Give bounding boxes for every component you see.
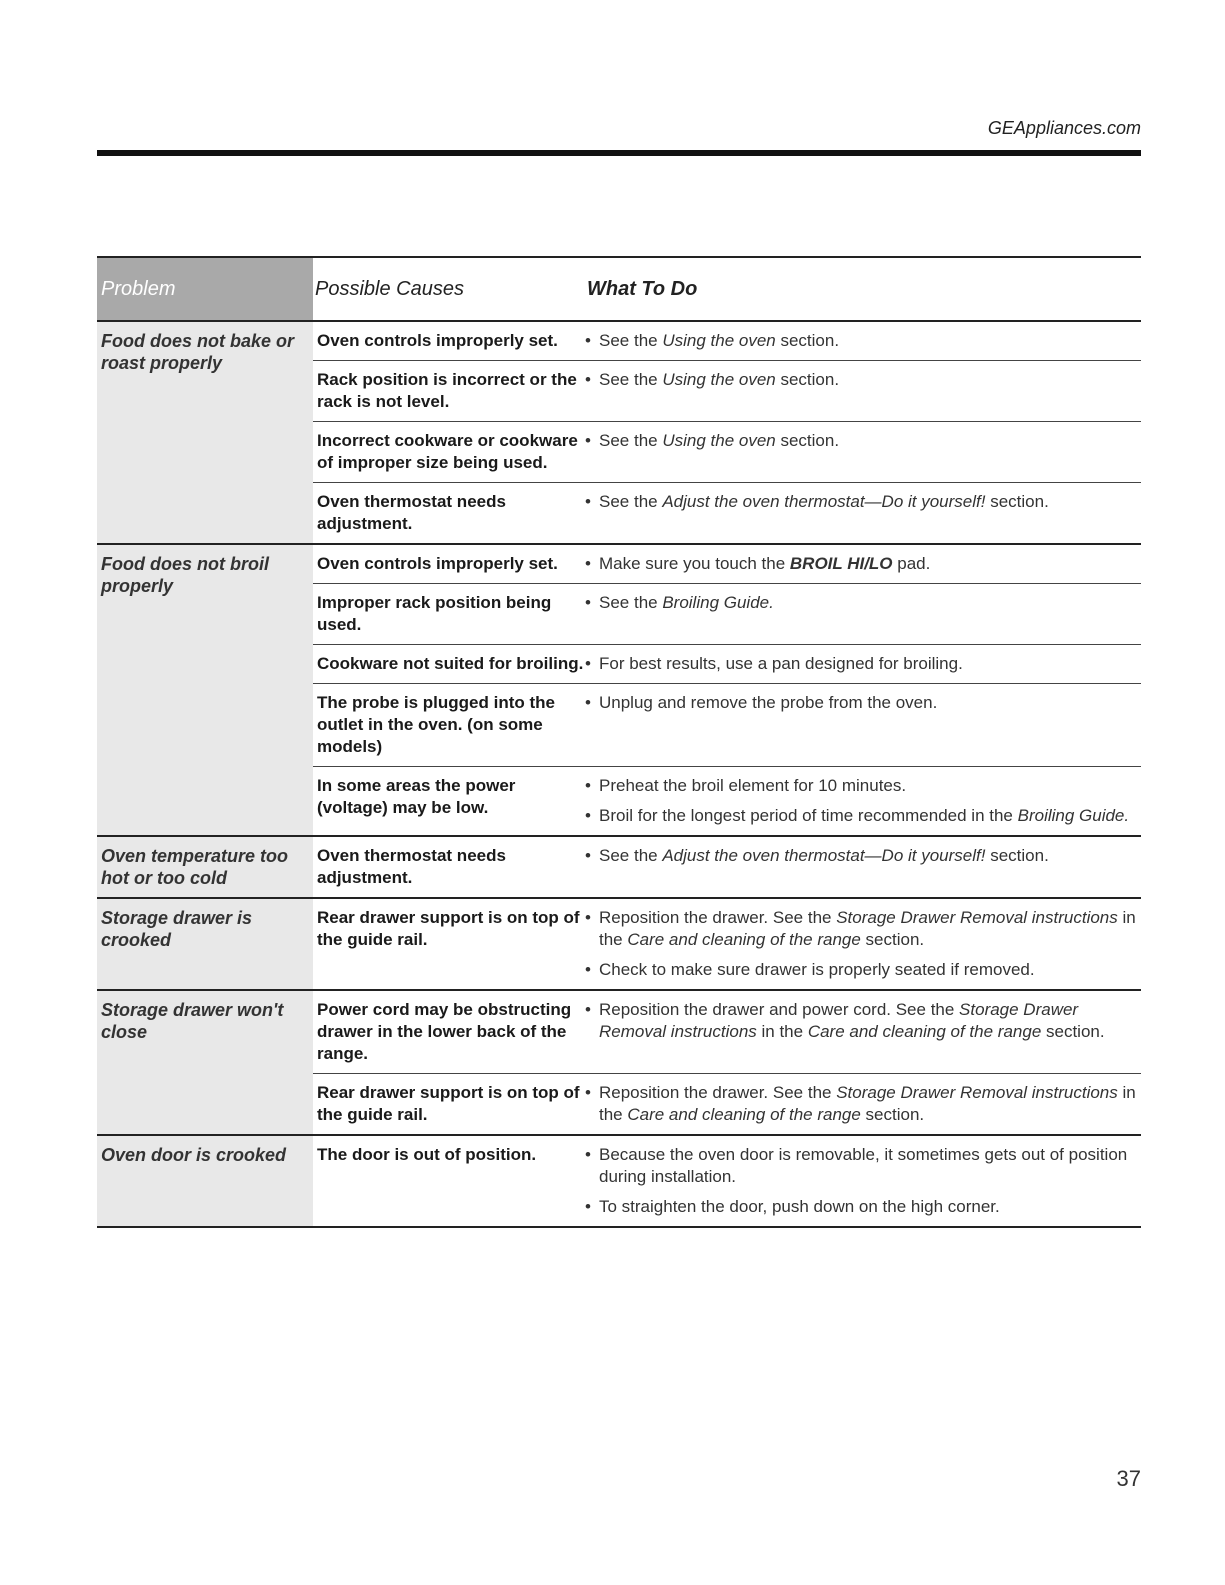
remedy-pre: For best results, use a pan designed for broiling. bbox=[599, 654, 963, 673]
remedy-item bbox=[585, 553, 1141, 575]
what-to-do bbox=[585, 684, 1141, 766]
problem-label: Oven temperature too hot or too cold bbox=[97, 837, 313, 897]
bullet-icon: • bbox=[585, 431, 591, 450]
problem-group bbox=[97, 545, 1141, 837]
table-row bbox=[313, 322, 1141, 360]
causes-column-header: Possible Causes bbox=[315, 277, 464, 300]
table-header bbox=[97, 256, 1141, 322]
site-url: GEAppliances.com bbox=[987, 118, 1141, 138]
problem-label: Storage drawer is crooked bbox=[97, 899, 313, 989]
remedy-post: section. bbox=[775, 370, 840, 389]
remedy-pre: See the bbox=[599, 370, 663, 389]
remedy-pre: See the bbox=[599, 331, 663, 350]
remedy-text bbox=[599, 653, 963, 675]
problem-label: Storage drawer won't close bbox=[97, 991, 313, 1134]
troubleshooting-table bbox=[97, 256, 1141, 1228]
problem-group bbox=[97, 1136, 1141, 1228]
table-row bbox=[313, 991, 1141, 1073]
problem-group bbox=[97, 837, 1141, 899]
remedy-item bbox=[585, 1196, 1141, 1218]
remedy-text bbox=[599, 845, 1049, 867]
table-row bbox=[313, 766, 1141, 835]
bullet-icon: • bbox=[585, 1197, 591, 1216]
remedy-item bbox=[585, 959, 1141, 981]
remedy-item bbox=[585, 1082, 1141, 1126]
possible-cause: In some areas the power (voltage) may be low. bbox=[317, 776, 516, 817]
remedy-em2: Care and cleaning of the range bbox=[807, 1022, 1042, 1041]
remedy-pre: Unplug and remove the probe from the oven. bbox=[599, 693, 938, 712]
remedy-post: section. bbox=[775, 431, 840, 450]
remedy-em: Storage Drawer Removal instructions bbox=[836, 908, 1118, 927]
page-number: 37 bbox=[1116, 1466, 1141, 1491]
remedy-em: Using the oven bbox=[662, 370, 776, 389]
problem-label: Food does not bake or roast properly bbox=[97, 322, 313, 543]
remedy-text bbox=[599, 592, 774, 614]
remedy-text bbox=[599, 369, 839, 391]
what-to-do bbox=[585, 837, 1141, 897]
table-row bbox=[313, 583, 1141, 644]
remedy-em: Adjust the oven thermostat—Do it yourself! bbox=[662, 846, 986, 865]
remedy-pre: Because the oven door is removable, it sometimes gets out of position during installation. bbox=[599, 1145, 1128, 1186]
bullet-icon: • bbox=[585, 1145, 591, 1164]
remedy-pre: Broil for the longest period of time recommended in the bbox=[599, 806, 1018, 825]
bullet-icon: • bbox=[585, 654, 591, 673]
what-to-do bbox=[585, 1136, 1141, 1226]
remedy-post: section. bbox=[775, 331, 840, 350]
remedy-text bbox=[599, 330, 839, 352]
remedy-item bbox=[585, 775, 1141, 797]
remedy-mid: in the bbox=[599, 908, 1136, 949]
remedy-text bbox=[599, 1144, 1141, 1188]
table-row bbox=[313, 837, 1141, 897]
remedy-item bbox=[585, 1144, 1141, 1188]
remedy-item bbox=[585, 907, 1141, 951]
bullet-icon: • bbox=[585, 593, 591, 612]
possible-cause: Cookware not suited for broiling. bbox=[317, 654, 584, 673]
table-row bbox=[313, 1136, 1141, 1226]
possible-cause: Oven controls improperly set. bbox=[317, 331, 558, 350]
remedy-pre: See the bbox=[599, 492, 663, 511]
bullet-icon: • bbox=[585, 1000, 591, 1019]
possible-cause: The probe is plugged into the outlet in the oven. (on some models) bbox=[317, 693, 555, 756]
possible-cause: The door is out of position. bbox=[317, 1145, 537, 1164]
bullet-icon: • bbox=[585, 960, 591, 979]
what-to-do bbox=[585, 422, 1141, 482]
possible-cause: Oven controls improperly set. bbox=[317, 554, 558, 573]
remedy-text bbox=[599, 1082, 1141, 1126]
remedy-em: Using the oven bbox=[662, 331, 776, 350]
remedy-post: section. bbox=[860, 1105, 925, 1124]
possible-cause: Oven thermostat needs adjustment. bbox=[317, 846, 506, 887]
possible-cause: Rear drawer support is on top of the guide rail. bbox=[317, 908, 580, 949]
possible-cause: Oven thermostat needs adjustment. bbox=[317, 492, 506, 533]
remedy-em: Storage Drawer Removal instructions bbox=[599, 1000, 1079, 1041]
remedy-pre: Reposition the drawer. See the bbox=[599, 908, 837, 927]
remedy-text bbox=[599, 959, 1035, 981]
problem-group bbox=[97, 899, 1141, 991]
remedy-em: Broiling Guide. bbox=[662, 593, 774, 612]
table-row bbox=[313, 683, 1141, 766]
remedy-pre: See the bbox=[599, 846, 663, 865]
table-body bbox=[97, 322, 1141, 1228]
remedy-em: Broiling Guide. bbox=[1017, 806, 1130, 825]
remedy-mid: in the bbox=[599, 1083, 1136, 1124]
bullet-icon: • bbox=[585, 492, 591, 511]
remedy-em2: Care and cleaning of the range bbox=[627, 1105, 861, 1124]
remedy-strong: BROIL HI/LO bbox=[789, 554, 893, 573]
remedy-pre: Reposition the drawer. See the bbox=[599, 1083, 837, 1102]
table-row bbox=[313, 421, 1141, 482]
bullet-icon: • bbox=[585, 1083, 591, 1102]
remedy-text bbox=[599, 491, 1049, 513]
remedy-item bbox=[585, 653, 1141, 675]
remedy-item bbox=[585, 592, 1141, 614]
remedy-item bbox=[585, 491, 1141, 513]
what-to-do-column-header: What To Do bbox=[587, 277, 698, 300]
remedy-em: Using the oven bbox=[662, 431, 776, 450]
remedy-pre: See the bbox=[599, 593, 663, 612]
remedy-item bbox=[585, 369, 1141, 391]
remedy-pre: Check to make sure drawer is properly seated if removed. bbox=[599, 960, 1035, 979]
remedy-item bbox=[585, 430, 1141, 452]
what-to-do bbox=[585, 545, 1141, 583]
remedy-text bbox=[599, 805, 1129, 827]
remedy-post: section. bbox=[985, 492, 1049, 511]
bullet-icon: • bbox=[585, 908, 591, 927]
problem-group bbox=[97, 991, 1141, 1136]
what-to-do bbox=[585, 767, 1141, 835]
remedy-text bbox=[599, 553, 930, 575]
remedy-em2: Care and cleaning of the range bbox=[627, 930, 861, 949]
what-to-do bbox=[585, 361, 1141, 421]
bullet-icon: • bbox=[585, 846, 591, 865]
bullet-icon: • bbox=[585, 693, 591, 712]
remedy-post: section. bbox=[985, 846, 1049, 865]
remedy-pre: To straighten the door, push down on the high corner. bbox=[599, 1197, 1000, 1216]
possible-cause: Rack position is incorrect or the rack is not level. bbox=[317, 370, 577, 411]
bullet-icon: • bbox=[585, 806, 591, 825]
remedy-item bbox=[585, 845, 1141, 867]
table-row bbox=[313, 360, 1141, 421]
remedy-text bbox=[599, 1196, 1000, 1218]
remedy-post: section. bbox=[860, 930, 925, 949]
bullet-icon: • bbox=[585, 370, 591, 389]
remedy-post: pad. bbox=[892, 554, 931, 573]
remedy-text bbox=[599, 907, 1141, 951]
problem-label: Oven door is crooked bbox=[97, 1136, 313, 1226]
remedy-text bbox=[599, 999, 1141, 1043]
what-to-do bbox=[585, 991, 1141, 1073]
remedy-text bbox=[599, 775, 906, 797]
possible-cause: Power cord may be obstructing drawer in the lower back of the range. bbox=[317, 1000, 572, 1063]
remedy-text bbox=[599, 692, 937, 714]
remedy-pre: See the bbox=[599, 431, 663, 450]
remedy-post: section. bbox=[1041, 1022, 1105, 1041]
possible-cause: Incorrect cookware or cookware of improper size being used. bbox=[317, 431, 578, 472]
remedy-item bbox=[585, 692, 1141, 714]
table-row bbox=[313, 482, 1141, 543]
remedy-pre: Make sure you touch the bbox=[599, 554, 790, 573]
problem-label: Food does not broil properly bbox=[97, 545, 313, 835]
table-row bbox=[313, 899, 1141, 989]
remedy-em: Adjust the oven thermostat—Do it yourself! bbox=[662, 492, 986, 511]
bullet-icon: • bbox=[585, 776, 591, 795]
possible-cause: Rear drawer support is on top of the guide rail. bbox=[317, 1083, 580, 1124]
what-to-do bbox=[585, 322, 1141, 360]
possible-cause: Improper rack position being used. bbox=[317, 593, 552, 634]
bullet-icon: • bbox=[585, 554, 591, 573]
problem-group bbox=[97, 322, 1141, 545]
remedy-item bbox=[585, 330, 1141, 352]
what-to-do bbox=[585, 584, 1141, 644]
problem-column-header: Problem bbox=[97, 258, 313, 320]
what-to-do bbox=[585, 899, 1141, 989]
remedy-pre: Reposition the drawer and power cord. See the bbox=[599, 1000, 960, 1019]
table-row bbox=[313, 545, 1141, 583]
table-row bbox=[313, 1073, 1141, 1134]
remedy-item bbox=[585, 999, 1141, 1043]
remedy-mid: in the bbox=[756, 1022, 808, 1041]
bullet-icon: • bbox=[585, 331, 591, 350]
header-rule bbox=[97, 150, 1141, 156]
what-to-do bbox=[585, 645, 1141, 683]
remedy-item bbox=[585, 805, 1141, 827]
table-row bbox=[313, 644, 1141, 683]
remedy-pre: Preheat the broil element for 10 minutes. bbox=[599, 776, 907, 795]
what-to-do bbox=[585, 1074, 1141, 1134]
remedy-text bbox=[599, 430, 839, 452]
what-to-do bbox=[585, 483, 1141, 543]
remedy-em: Storage Drawer Removal instructions bbox=[836, 1083, 1118, 1102]
